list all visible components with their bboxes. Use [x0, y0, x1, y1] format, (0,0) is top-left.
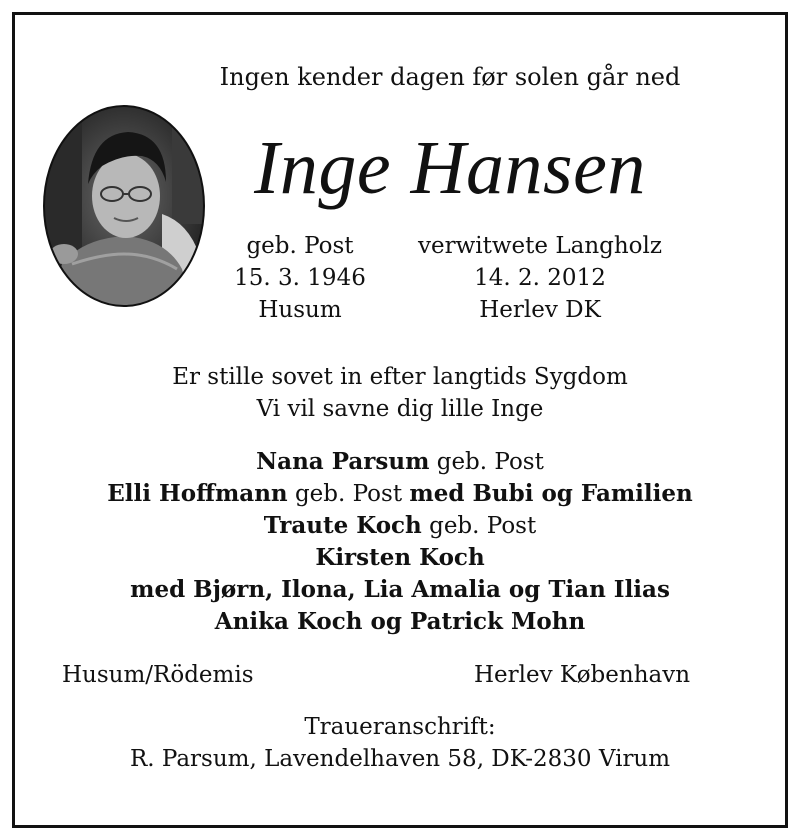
mourner-note: geb. Post	[287, 481, 410, 507]
message-line-1: Er stille sovet in efter langtids Sygdom	[172, 364, 628, 390]
family-line-4: Kirsten Koch	[315, 544, 485, 571]
mourner-family: med Bubi og Familien	[409, 480, 693, 507]
message-line-2: Vi vil savne dig lille Inge	[256, 396, 544, 422]
deceased-name: Inge Hansen	[254, 126, 646, 210]
address-line: R. Parsum, Lavendelhaven 58, DK-2830 Virum	[129, 746, 671, 772]
mourner-name: Elli Hoffmann	[107, 480, 288, 507]
death-date: 14. 2. 2012	[474, 265, 606, 291]
mourner-name: Traute Koch	[263, 512, 422, 539]
mourner-name: Nana Parsum	[256, 448, 430, 475]
family-line-3	[0, 510, 800, 542]
maiden-name: geb. Post	[246, 233, 354, 259]
portrait-photo	[42, 104, 206, 308]
birth-info	[215, 230, 385, 326]
family-line-5: med Bjørn, Ilona, Lia Amalia og Tian Ilias	[130, 576, 670, 603]
family-line-6: Anika Koch og Patrick Mohn	[214, 608, 586, 635]
address-label: Traueranschrift:	[304, 714, 496, 740]
motto: Ingen kender dagen før solen går ned	[219, 63, 681, 91]
place-left: Husum/Rödemis	[62, 662, 254, 688]
family-line-1	[0, 446, 800, 478]
death-info	[380, 230, 700, 326]
mourner-note: geb. Post	[421, 513, 537, 539]
place-right: Herlev København	[474, 662, 691, 688]
birth-place: Husum	[258, 297, 342, 323]
widowed-name: verwitwete Langholz	[417, 233, 662, 259]
mourner-note: geb. Post	[429, 449, 544, 475]
death-place: Herlev DK	[479, 297, 601, 323]
birth-date: 15. 3. 1946	[234, 265, 366, 291]
family-line-2	[0, 478, 800, 510]
